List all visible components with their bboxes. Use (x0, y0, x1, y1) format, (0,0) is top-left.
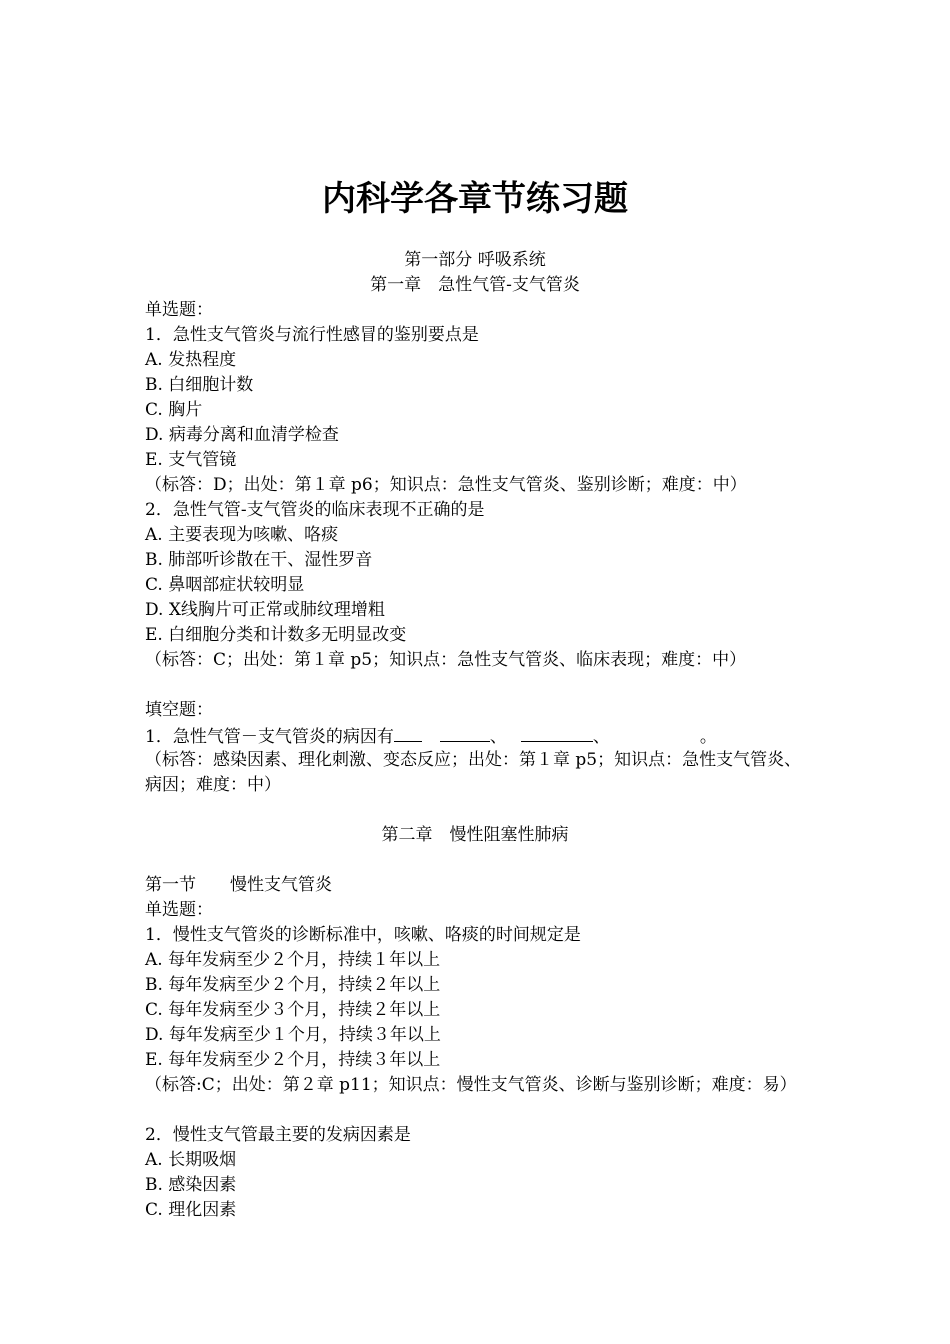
separator: 、 (592, 727, 610, 747)
chapter-1-heading: 第一章 急性气管-支气管炎 (370, 275, 580, 295)
option-a: A. 每年发病至少２个月，持续１年以上 (145, 950, 441, 970)
option-b: B. 感染因素 (145, 1175, 237, 1195)
question-stem: 1．急性支气管炎与流行性感冒的鉴别要点是 (145, 325, 479, 345)
option-c: C. 胸片 (145, 400, 203, 420)
option-e: E. 白细胞分类和计数多无明显改变 (145, 625, 407, 645)
option-c: C. 理化因素 (145, 1200, 237, 1220)
chapter-2-heading: 第二章 慢性阻塞性肺病 (381, 825, 569, 845)
question-stem: 1．慢性支气管炎的诊断标准中，咳嗽、咯痰的时间规定是 (145, 925, 581, 945)
option-b: B. 白细胞计数 (145, 375, 254, 395)
answer-blank[interactable] (440, 723, 490, 742)
section-heading: 第一节 慢性支气管炎 (145, 875, 332, 895)
single-choice-label: 单选题： (145, 900, 213, 920)
fill-question (145, 723, 815, 750)
part-heading: 第一部分 呼吸系统 (404, 250, 546, 270)
end-mark: 。 (699, 727, 717, 747)
question-stem: 2．慢性支气管最主要的发病因素是 (145, 1125, 411, 1145)
option-c: C. 每年发病至少３个月，持续２年以上 (145, 1000, 441, 1020)
answer-blank[interactable] (394, 723, 422, 742)
option-a: A. 长期吸烟 (145, 1150, 237, 1170)
single-choice-label: 单选题： (145, 300, 213, 320)
fill-blank-label: 填空题： (145, 700, 213, 720)
option-d: D. 每年发病至少１个月，持续３年以上 (145, 1025, 441, 1045)
answer-tag: （标答：感染因素、理化刺激、变态反应；出处：第１章 p5；知识点：急性支气管炎、病因；难度：中） (145, 750, 802, 795)
option-d: D. X线胸片可正常或肺纹理增粗 (145, 600, 385, 620)
separator: 、 (489, 727, 507, 747)
fill-question-stem: 1．急性气管－支气管炎的病因有 (145, 727, 394, 747)
option-e: E. 每年发病至少２个月，持续３年以上 (145, 1050, 441, 1070)
answer-tag: （标答：D；出处：第１章 p6；知识点：急性支气管炎、鉴别诊断；难度：中） (145, 475, 747, 495)
option-b: B. 每年发病至少２个月，持续２年以上 (145, 975, 441, 995)
question-stem: 2．急性气管-支气管炎的临床表现不正确的是 (145, 500, 485, 520)
answer-tag: （标答：C；出处：第１章 p5；知识点：急性支气管炎、临床表现；难度：中） (145, 650, 747, 670)
option-c: C. 鼻咽部症状较明显 (145, 575, 305, 595)
option-a: A. 主要表现为咳嗽、咯痰 (145, 525, 339, 545)
answer-tag: （标答:C；出处：第２章 p11；知识点：慢性支气管炎、诊断与鉴别诊断；难度：易） (145, 1075, 797, 1095)
option-b: B. 肺部听诊散在干、湿性罗音 (145, 550, 373, 570)
option-e: E. 支气管镜 (145, 450, 237, 470)
option-a: A. 发热程度 (145, 350, 237, 370)
document-title: 内科学各章节练习题 (322, 179, 628, 219)
answer-blank[interactable] (521, 723, 593, 742)
option-d: D. 病毒分离和血清学检查 (145, 425, 339, 445)
